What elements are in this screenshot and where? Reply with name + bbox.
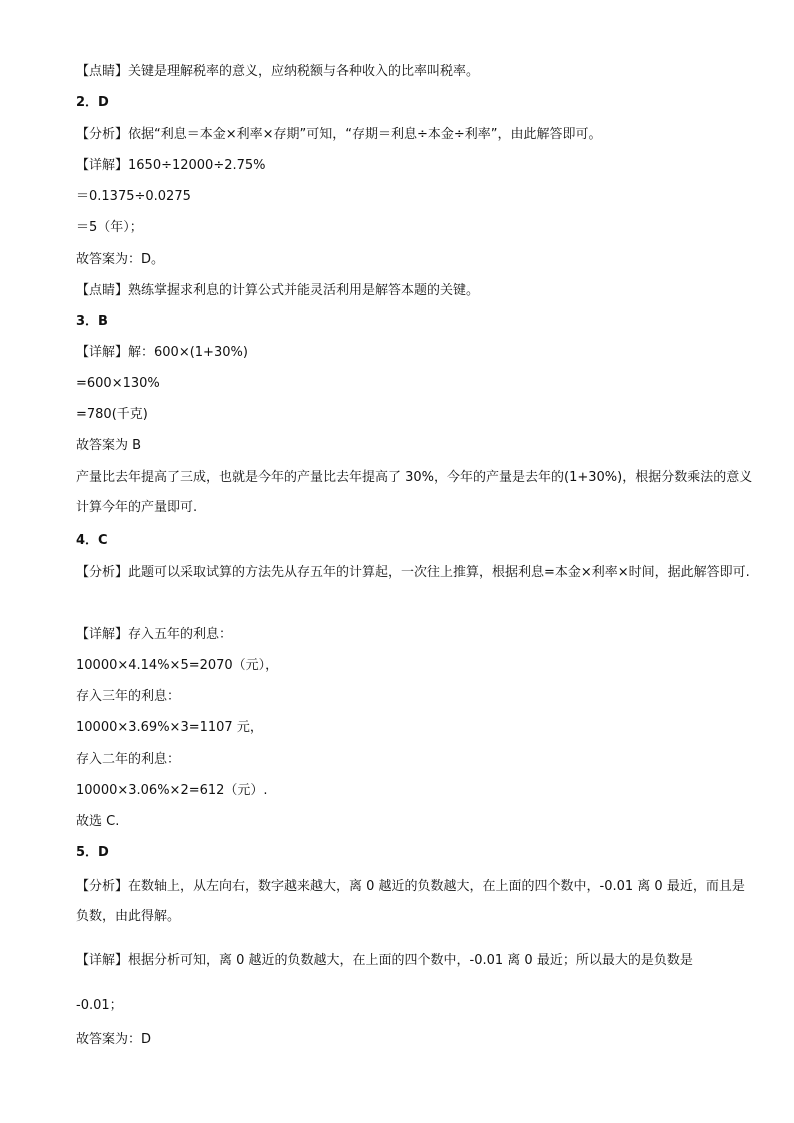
q5-answer: 故答案为：D bbox=[76, 1032, 152, 1047]
question-2-answer: 2．D bbox=[76, 95, 109, 110]
question-3-answer: 3．B bbox=[76, 314, 108, 329]
q2-answer: 故答案为：D。 bbox=[76, 252, 165, 267]
q2-solution-step-3: ＝5（年）； bbox=[76, 220, 143, 235]
q5-solution: 【详解】根据分析可知，离 0 越近的负数越大，在上面的四个数中，-0.01 离 0 最近；所以最大的是负数是 bbox=[76, 953, 693, 968]
q5-solution-cont: -0.01； bbox=[76, 998, 123, 1013]
q2-analysis: 【分析】依据“利息＝本金×利率×存期”可知，“存期＝利息÷本金÷利率”，由此解答即可。 bbox=[76, 127, 602, 142]
q3-solution-step-3: =780(千克) bbox=[76, 407, 148, 422]
q4-five-year-interest: 10000×4.14%×5=2070（元）， bbox=[76, 658, 279, 673]
q4-two-year-interest: 10000×3.06%×2=612（元）. bbox=[76, 783, 268, 798]
q4-analysis: 【分析】此题可以采取试算的方法先从存五年的计算起，一次往上推算，根据利息=本金×利率×时间，据此解答即可. bbox=[76, 565, 750, 580]
q4-answer: 故选 C. bbox=[76, 814, 120, 829]
q4-solution-intro: 【详解】存入五年的利息： bbox=[76, 627, 233, 642]
q4-two-year-label: 存入二年的利息： bbox=[76, 752, 181, 767]
q5-analysis: 【分析】在数轴上，从左向右，数字越来越大，离 0 越近的负数越大，在上面的四个数中，-0.01 离 0 最近，而且是负数，由此得解。 bbox=[76, 879, 745, 924]
q2-note: 【点睛】熟练掌握求利息的计算公式并能灵活利用是解答本题的关键。 bbox=[76, 283, 480, 298]
q3-solution-step-1: 【详解】解：600×(1+30%) bbox=[76, 345, 248, 360]
question-5-answer: 5．D bbox=[76, 845, 109, 860]
q4-three-year-interest: 10000×3.69%×3=1107 元， bbox=[76, 720, 263, 735]
q3-explanation: 产量比去年提高了三成，也就是今年的产量比去年提高了 30%，今年的产量是去年的(1+30%)，根据分数乘法的意义计算今年的产量即可. bbox=[76, 470, 753, 515]
question-4-answer: 4．C bbox=[76, 533, 108, 548]
q2-solution-step-1: 【详解】1650÷12000÷2.75% bbox=[76, 158, 266, 173]
q4-three-year-label: 存入三年的利息： bbox=[76, 689, 181, 704]
q2-solution-step-2: ＝0.1375÷0.0275 bbox=[76, 189, 191, 204]
note-tax-rate: 【点睛】关键是理解税率的意义，应纳税额与各种收入的比率叫税率。 bbox=[76, 64, 480, 79]
q3-solution-step-2: =600×130% bbox=[76, 376, 160, 391]
q3-answer: 故答案为 B bbox=[76, 438, 142, 453]
